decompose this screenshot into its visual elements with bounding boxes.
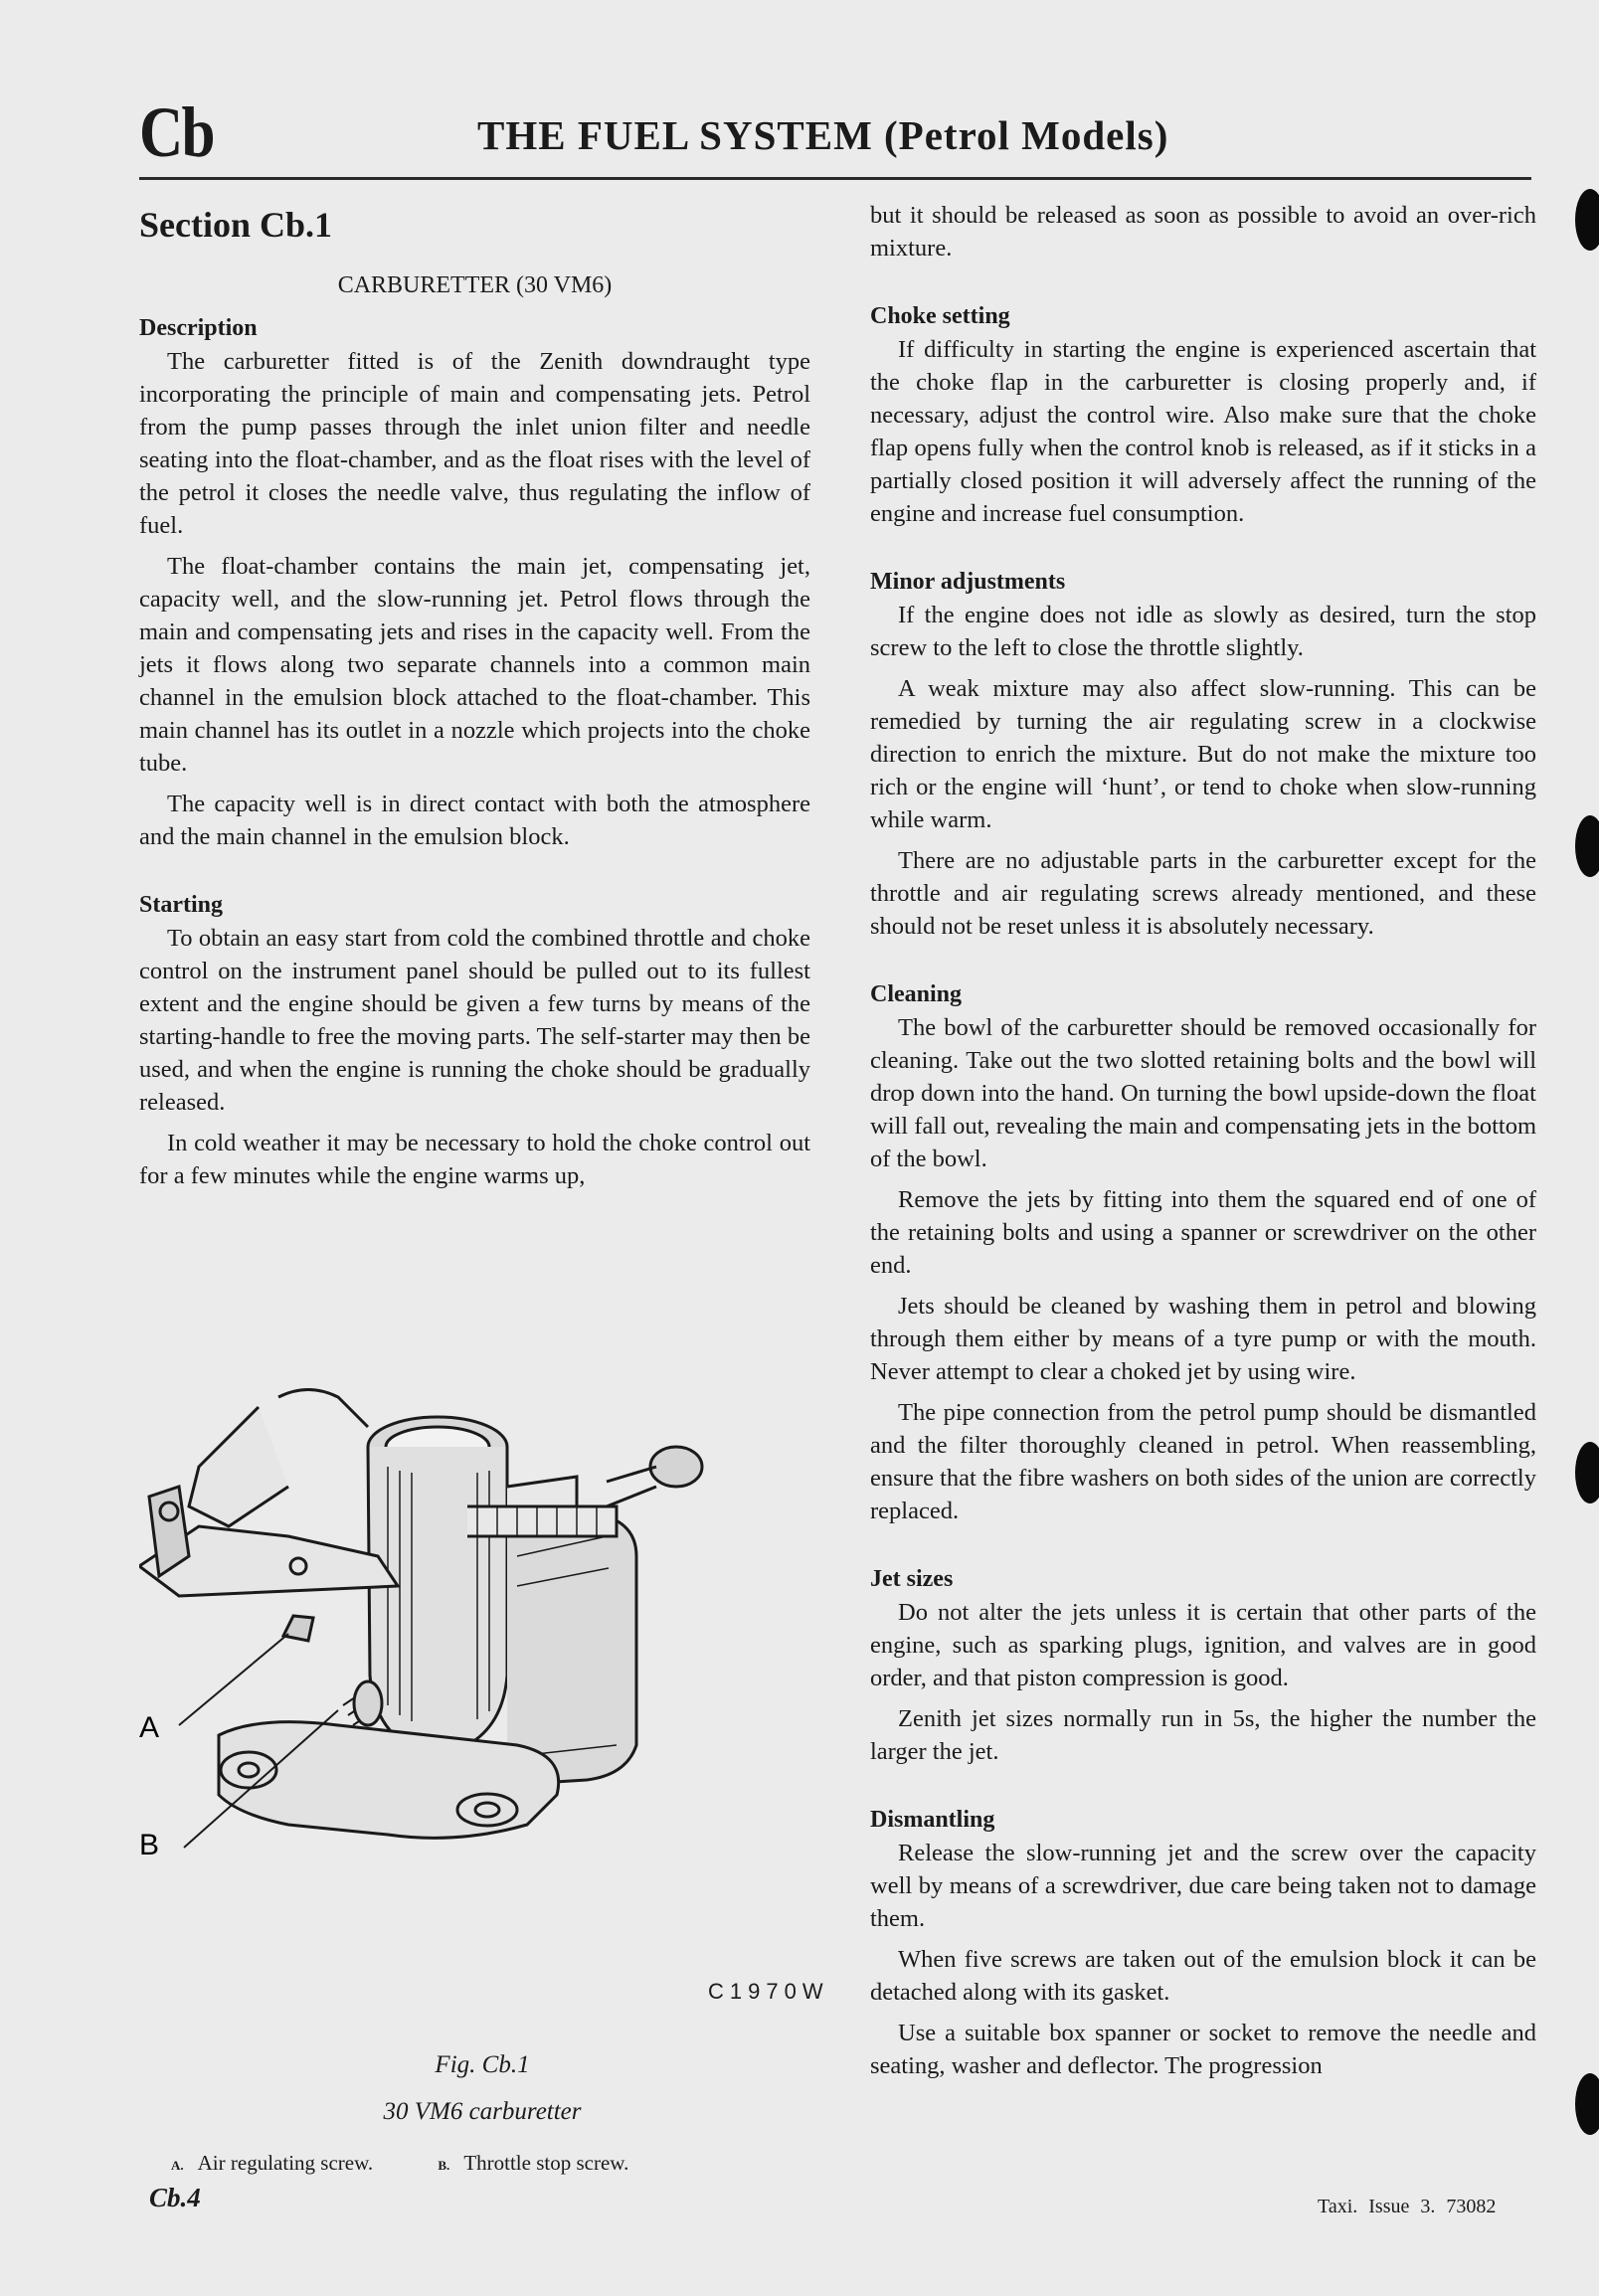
choke-setting-heading: Choke setting [870, 303, 1010, 329]
description-paragraph: The float-chamber contains the main jet, compensating jet, capacity well, and the slow-running jet. Petrol flows through the main and compensating jets and rises in the capacity well. From the jets it flows along two separate channels into a common main channel in the emulsion block attached to the float-chamber. This main channel has its outlet in a nozzle which projects into the choke tube. [139, 553, 810, 777]
right-column [870, 199, 1536, 2090]
description-paragraph: The carburetter fitted is of the Zenith downdraught type incorporating the principle of main and compensating jets. Petrol from the pump passes through the inlet union filter and needle seating into the float-chamber, and as the float rises with the level of the petrol it closes the needle valve, thus regulating the inflow of fuel. [139, 348, 810, 539]
dismantling-heading: Dismantling [870, 1807, 995, 1833]
starting-paragraph: To obtain an easy start from cold the combined throttle and choke control on the instrument panel should be pulled out to its fullest extent and the engine should be given a few turns by means of the starting-handle to free the moving parts. The self-starter may then be used, and when the engine is running the choke should be gradually released. [139, 925, 810, 1116]
callout-b-label: B [139, 1829, 160, 1861]
section-subtitle: CARBURETTER (30 VM6) [337, 272, 613, 298]
cleaning-heading: Cleaning [870, 981, 963, 1007]
cleaning-paragraph: The pipe connection from the petrol pump should be dismantled and the filter thoroughly cleaned in petrol. When reassembling, ensure that the fibre washers on both sides of the union are correctly replaced. [870, 1399, 1536, 1524]
dismantling-paragraph: Use a suitable box spanner or socket to remove the needle and seating, washer and deflector. The progression [870, 2020, 1536, 2079]
legend-item-b: B. Throttle stop screw. [438, 2151, 629, 2175]
callout-a-label: A [139, 1711, 160, 1744]
description-heading: Description [139, 315, 258, 341]
jet-sizes-heading: Jet sizes [870, 1566, 954, 1592]
starting-heading: Starting [139, 892, 223, 918]
section-code: Cb [139, 92, 214, 172]
jet-sizes-paragraph: Do not alter the jets unless it is certain that other parts of the engine, such as sparking plugs, ignition, and valves are in good order, and that piston compression is good. [870, 1599, 1536, 1691]
dismantling-paragraph: When five screws are taken out of the emulsion block it can be detached along with its gasket. [870, 1946, 1536, 2006]
minor-adjustments-paragraph: If the engine does not idle as slowly as desired, turn the stop screw to the left to close the throttle slightly. [870, 602, 1536, 661]
punch-hole [1575, 815, 1599, 877]
figure-code: C1970W [708, 1979, 829, 2004]
header-rule [139, 177, 1531, 180]
page-title: THE FUEL SYSTEM (Petrol Models) [477, 112, 1169, 158]
punch-hole [1575, 1442, 1599, 1503]
figure-title: 30 VM6 carburetter [383, 2098, 582, 2125]
legend-item-a: A. Air regulating screw. [171, 2151, 374, 2175]
description-paragraph: The capacity well is in direct contact with both the atmosphere and the main channel in the emulsion block. [139, 791, 810, 850]
punch-hole [1575, 189, 1599, 251]
cleaning-paragraph: Jets should be cleaned by washing them in petrol and blowing through them either by means of a tyre pump or with the mouth. Never attempt to clear a choked jet by using wire. [870, 1293, 1536, 1385]
figure-number: Fig. Cb.1 [435, 2051, 530, 2078]
page-number: Cb.4 [149, 2183, 201, 2212]
dismantling-paragraph: Release the slow-running jet and the screw over the capacity well by means of a screwdriver, due care being taken not to damage them. [870, 1840, 1536, 1932]
minor-adjustments-paragraph: There are no adjustable parts in the carburetter except for the throttle and air regulating screws already mentioned, and these should not be reset unless it is absolutely necessary. [870, 847, 1536, 940]
jet-sizes-paragraph: Zenith jet sizes normally run in 5s, the higher the number the larger the jet. [870, 1705, 1536, 1765]
minor-adjustments-paragraph: A weak mixture may also affect slow-running. This can be remedied by turning the air regulating screw in a clockwise direction to enrich the mixture. But do not make the mixture too rich or the engine will ‘hunt’, or tend to choke when slow-running while warm. [870, 675, 1536, 833]
punch-hole [1575, 2073, 1599, 2135]
carburetter-illustration [139, 1387, 825, 2024]
continued-paragraph: but it should be released as soon as possible to avoid an over-rich mixture. [870, 202, 1536, 262]
minor-adjustments-heading: Minor adjustments [870, 569, 1066, 595]
section-title: Section Cb.1 [139, 205, 333, 245]
cleaning-paragraph: The bowl of the carburetter should be removed occasionally for cleaning. Take out the two slotted retaining bolts and the bowl will drop down into the hand. On turning the bowl upside-down the float will fall out, revealing the main and compensating jets in the bottom of the bowl. [870, 1014, 1536, 1172]
cleaning-paragraph: Remove the jets by fitting into them the squared end of one of the retaining bolts and using a spanner or screwdriver on the other end. [870, 1186, 1536, 1279]
starting-paragraph: In cold weather it may be necessary to hold the choke control out for a few minutes while the engine warms up, [139, 1130, 810, 1189]
choke-setting-paragraph: If difficulty in starting the engine is experienced ascertain that the choke flap in the carburetter is closing properly and, if necessary, adjust the control wire. Also make sure that the choke flap opens fully when the control knob is released, as if it sticks in a partially closed position it will adversely affect the running of the engine and increase fuel consumption. [870, 336, 1536, 527]
left-column [139, 199, 810, 1200]
figure-legend [171, 2151, 817, 2176]
issue-reference: Taxi. Issue 3. 73082 [1318, 2196, 1497, 2217]
